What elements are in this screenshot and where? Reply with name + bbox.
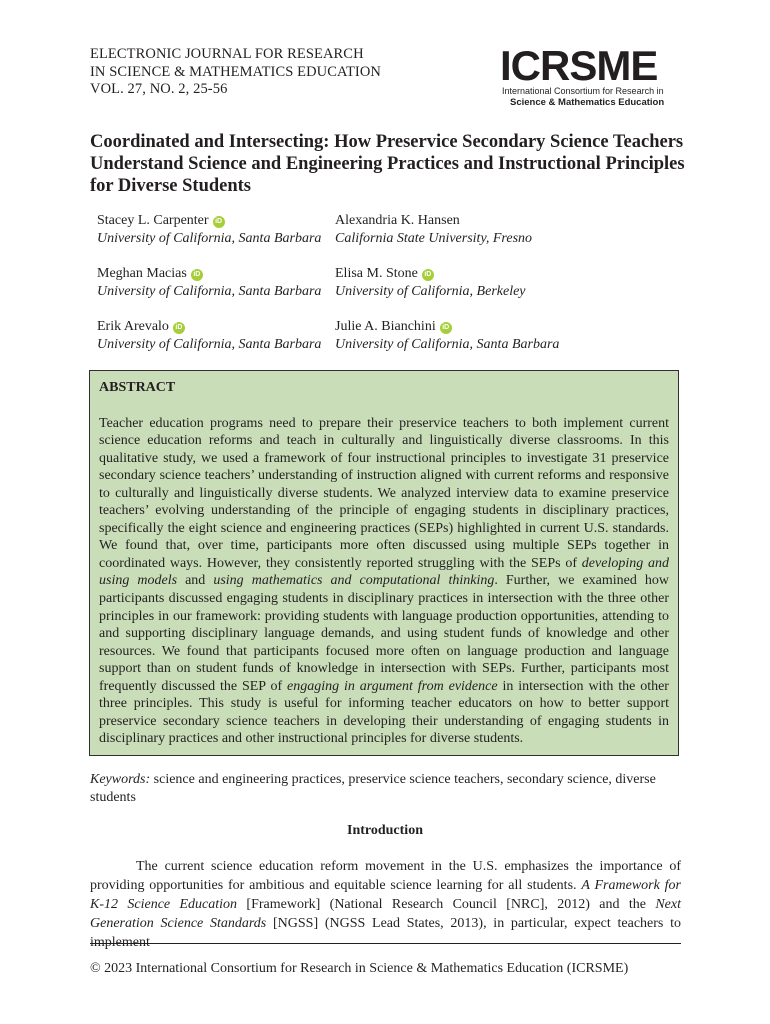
abstract-emphasis: engaging in argument from evidence xyxy=(287,678,498,694)
author-entry xyxy=(97,318,321,354)
author-name: Meghan Macias xyxy=(97,266,187,281)
journal-name-line2: IN SCIENCE & MATHEMATICS EDUCATION xyxy=(90,63,381,80)
logo-subtitle-line1: International Consortium for Research in xyxy=(502,86,664,96)
orcid-icon[interactable]: iD xyxy=(422,269,434,281)
abstract-heading: ABSTRACT xyxy=(99,380,176,395)
intro-text-part: [NGSS] (NGSS Lead States, 2013), in particular, expect teachers to implement xyxy=(90,916,681,950)
abstract-box xyxy=(89,370,679,756)
orcid-icon[interactable]: iD xyxy=(440,322,452,334)
logo-subtitle-line2: Science & Mathematics Education xyxy=(510,97,665,108)
abstract-text xyxy=(99,415,669,748)
keywords-label: Keywords: xyxy=(90,772,151,787)
intro-emphasis: A Framework for K-12 Science Education xyxy=(90,878,681,912)
section-heading-introduction: Introduction xyxy=(347,823,423,838)
introduction-paragraph xyxy=(90,857,681,952)
icrsme-logo xyxy=(500,44,682,110)
journal-header xyxy=(90,46,381,99)
author-affiliation: University of California, Santa Barbara xyxy=(97,284,322,299)
keywords xyxy=(90,771,680,806)
author-name: Alexandria K. Hansen xyxy=(335,213,460,228)
abstract-emphasis: using mathematics and computational thinking xyxy=(213,573,495,589)
author-entry xyxy=(97,212,321,248)
keywords-text: science and engineering practices, preservice science teachers, secondary science, diverse students xyxy=(90,772,656,805)
orcid-icon[interactable]: iD xyxy=(173,322,185,334)
abstract-text-part: Teacher education programs need to prepare their preservice teachers to both implement current science education reforms and teach in culturally and linguistically diverse classrooms. In this qualitative study, we used a framework of four instructional principles to investigate 31 preservice secondary science teachers’ understanding of instruction aligned with current reforms and responsive to culturally and linguistically diverse students. We analyzed interview data to examine preservice teachers’ evolving understanding of the principle of engaging students in disciplinary practices, specifically the eight science and engineering practices (SEPs) highlighted in current U.S. standards. We found that, over time, participants more often discussed using multiple SEPs together in coordinated ways. However, they consistently reported struggling with the SEPs of xyxy=(99,415,669,571)
author-affiliation: University of California, Santa Barbara xyxy=(97,231,322,246)
intro-text-part: [Framework] (National Research Council [NRC], 2012) and the xyxy=(237,897,656,912)
author-entry xyxy=(335,265,526,301)
logo-wordmark: ICRSME xyxy=(500,42,658,89)
author-affiliation: University of California, Santa Barbara xyxy=(97,337,322,352)
intro-text-part: The current science education reform movement in the U.S. emphasizes the importance of providing opportunities for ambitious and equitable science learning for all students. xyxy=(90,859,681,893)
abstract-text-part: and xyxy=(177,573,214,589)
author-affiliation: California State University, Fresno xyxy=(335,231,533,246)
intro-emphasis: Next Generation Science Standards xyxy=(90,897,681,931)
author-name: Erik Arevalo xyxy=(97,319,169,334)
article-title: Coordinated and Intersecting: How Preservice Secondary Science Teachers Understand Science and Engineering Practices and Instructional Principles for Diverse Students xyxy=(90,132,685,196)
author-affiliation: University of California, Berkeley xyxy=(335,284,526,299)
author-name: Stacey L. Carpenter xyxy=(97,213,209,228)
abstract-text-part: . Further, we examined how participants discussed engaging students in disciplinary practices in intersection with the three other principles in our framework: providing students with language production opportunities, attending to and supporting disciplinary language demands, and using student funds of knowledge and other resources. We found that participants focused more often on language production and language support than on student funds of knowledge in intersection with SEPs. Further, participants most frequently discussed the SEP of xyxy=(99,573,670,694)
author-entry xyxy=(335,318,559,354)
copyright-footer: © 2023 International Consortium for Research in Science & Mathematics Education (ICRSME) xyxy=(90,961,629,976)
author-entry xyxy=(97,265,321,301)
abstract-text-part: in intersection with the other three principles. This study is useful for informing teacher educators on how to better support preservice secondary science teachers in developing their understanding of engaging students in disciplinary practices and other instructional principles for diverse students. xyxy=(99,678,669,747)
footer-divider xyxy=(90,943,681,944)
orcid-icon[interactable]: iD xyxy=(191,269,203,281)
abstract-emphasis: developing and using models xyxy=(99,555,669,589)
orcid-icon[interactable]: iD xyxy=(213,216,225,228)
author-entry xyxy=(335,212,532,248)
journal-name-line1: ELECTRONIC JOURNAL FOR RESEARCH xyxy=(90,46,364,62)
author-name: Julie A. Bianchini xyxy=(335,319,436,334)
author-name: Elisa M. Stone xyxy=(335,266,418,281)
author-affiliation: University of California, Santa Barbara xyxy=(335,337,560,352)
journal-volume: VOL. 27, NO. 2, 25-56 xyxy=(90,81,228,97)
